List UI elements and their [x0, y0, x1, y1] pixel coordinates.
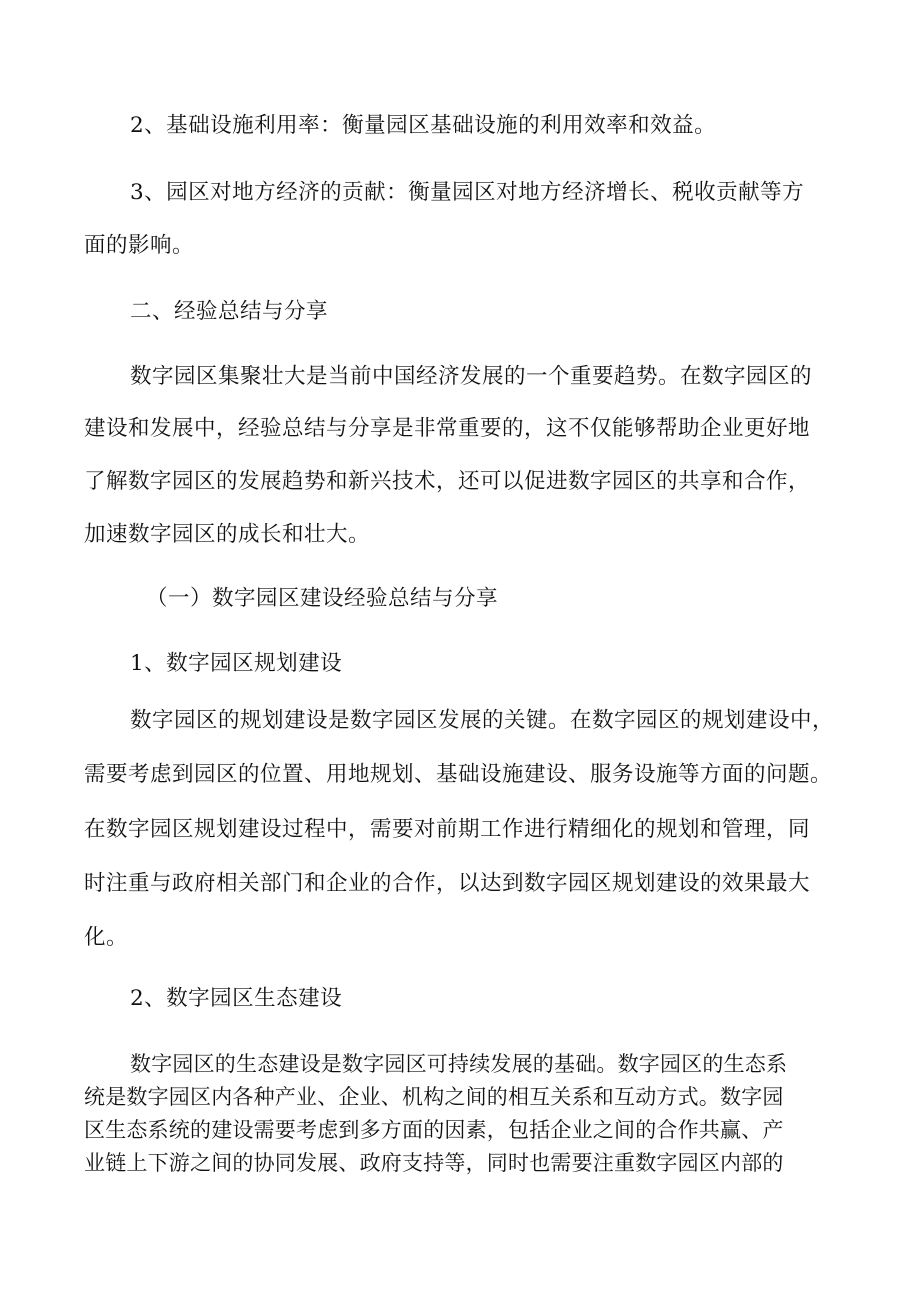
list-item-economic-contribution: 3、园区对地方经济的贡献：衡量园区对地方经济增长、税收贡献等方 [130, 180, 805, 205]
paragraph-line: 业链上下游之间的协同发展、政府支持等，同时也需要注重数字园区内部的 [84, 1151, 784, 1175]
paragraph-line: 统是数字园区内各种产业、企业、机构之间的相互关系和互动方式。数字园 [84, 1085, 784, 1109]
list-item-infrastructure-utilization: 2、基础设施利用率：衡量园区基础设施的利用效率和效益。 [130, 113, 717, 138]
paragraph-line: 了解数字园区的发展趋势和新兴技术，还可以促进数字园区的共享和合作， [84, 469, 811, 494]
paragraph-line: 数字园区的生态建设是数字园区可持续发展的基础。数字园区的生态系 [130, 1052, 788, 1076]
list-item-economic-contribution-continued: 面的影响。 [84, 233, 195, 258]
paragraph-line: 需要考虑到园区的位置、用地规划、基础设施建设、服务设施等方面的问题。 [84, 762, 833, 787]
paragraph-line: 化。 [84, 925, 129, 950]
item-heading-planning-construction: 1、数字园区规划建设 [130, 651, 343, 676]
paragraph-line: 加速数字园区的成长和壮大。 [84, 522, 371, 547]
paragraph-line: 区生态系统的建设需要考虑到多方面的因素，包括企业之间的合作共赢、产 [84, 1118, 784, 1142]
paragraph-line: 建设和发展中，经验总结与分享是非常重要的，这不仅能够帮助企业更好地 [84, 416, 811, 441]
item-heading-ecosystem-construction: 2、数字园区生态建设 [130, 986, 343, 1011]
paragraph-line: 在数字园区规划建设过程中，需要对前期工作进行精细化的规划和管理，同 [84, 817, 811, 842]
paragraph-line: 时注重与政府相关部门和企业的合作，以达到数字园区规划建设的效果最大 [84, 871, 811, 896]
subsection-heading-construction-experience: （一）数字园区建设经验总结与分享 [146, 586, 499, 611]
paragraph-line: 数字园区的规划建设是数字园区发展的关键。在数字园区的规划建设中， [130, 708, 835, 733]
section-heading-experience-sharing: 二、经验总结与分享 [130, 299, 329, 324]
paragraph-line: 数字园区集聚壮大是当前中国经济发展的一个重要趋势。在数字园区的 [130, 364, 813, 389]
